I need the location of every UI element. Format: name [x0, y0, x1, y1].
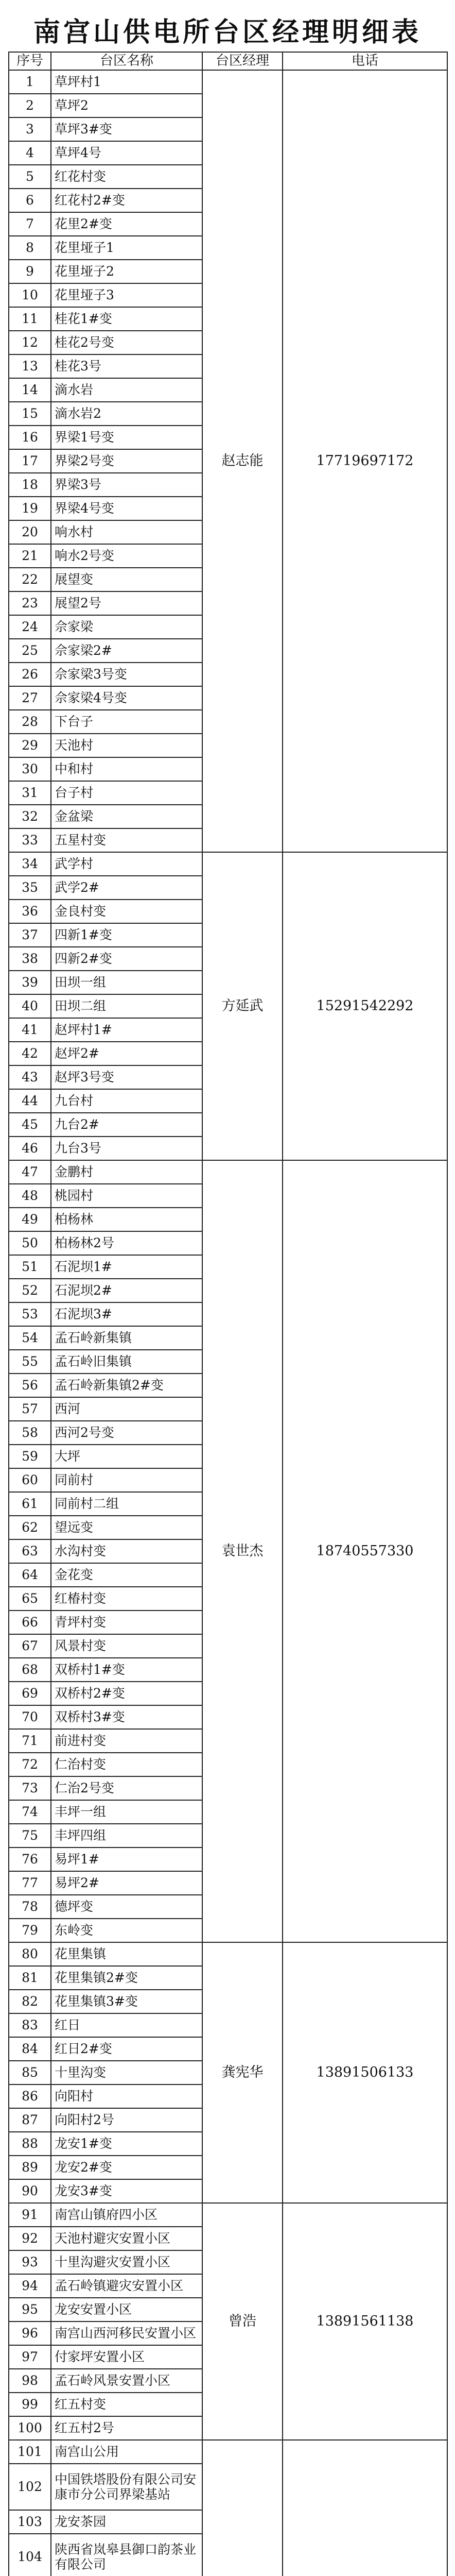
row-number: 91	[9, 2203, 51, 2227]
area-name: 滴水岩	[51, 378, 202, 402]
area-name: 红日2#变	[51, 2037, 202, 2061]
area-name: 孟石岭镇避灾安置小区	[51, 2274, 202, 2298]
area-name: 柏杨林2号	[51, 1231, 202, 1255]
area-manager: 龚宪华	[202, 1942, 283, 2203]
area-name: 桃园村	[51, 1184, 202, 1208]
area-manager: 袁世杰	[202, 1160, 283, 1942]
row-number: 10	[9, 283, 51, 307]
table-row	[9, 2203, 447, 2227]
area-name: 十里沟变	[51, 2061, 202, 2084]
area-name: 界梁1号变	[51, 426, 202, 449]
area-name: 陕西省岚皋县御口韵茶业有限公司	[51, 2534, 202, 2576]
area-name: 九台村	[51, 1089, 202, 1113]
table-body	[9, 70, 447, 2576]
row-number: 74	[9, 1800, 51, 1824]
row-number: 59	[9, 1445, 51, 1468]
manager-phone	[283, 2440, 447, 2576]
row-number: 49	[9, 1208, 51, 1231]
area-name: 孟石岭新集镇	[51, 1326, 202, 1350]
area-name: 草坪村1	[51, 70, 202, 94]
row-number: 30	[9, 757, 51, 781]
area-manager: 曾浩	[202, 2203, 283, 2440]
area-name: 花里集镇3#变	[51, 1990, 202, 2013]
header-phone: 电话	[283, 52, 447, 70]
row-number: 85	[9, 2061, 51, 2084]
row-number: 57	[9, 1397, 51, 1421]
area-manager: 方延武	[202, 852, 283, 1160]
area-name: 风景村变	[51, 1634, 202, 1658]
row-number: 95	[9, 2298, 51, 2321]
area-name: 武学2#	[51, 876, 202, 900]
area-name: 丰坪四组	[51, 1824, 202, 1848]
area-name: 丰坪一组	[51, 1800, 202, 1824]
area-name: 易坪1#	[51, 1848, 202, 1871]
area-name: 赵坪2#	[51, 1042, 202, 1065]
area-name: 十里沟避灾安置小区	[51, 2250, 202, 2274]
row-number: 104	[9, 2534, 51, 2576]
row-number: 45	[9, 1113, 51, 1137]
area-name: 红五村2号	[51, 2416, 202, 2440]
row-number: 11	[9, 307, 51, 331]
row-number: 17	[9, 449, 51, 473]
area-name: 南宫山镇府四小区	[51, 2203, 202, 2227]
table-row	[9, 852, 447, 876]
area-name: 东岭变	[51, 1919, 202, 1942]
row-number: 23	[9, 591, 51, 615]
row-number: 93	[9, 2250, 51, 2274]
area-name: 孟石岭新集镇2#变	[51, 1374, 202, 1397]
manager-phone: 18740557330	[283, 1160, 447, 1942]
area-name: 龙安茶园	[51, 2510, 202, 2534]
row-number: 71	[9, 1729, 51, 1753]
area-name: 界梁3号	[51, 473, 202, 497]
row-number: 87	[9, 2108, 51, 2132]
row-number: 16	[9, 426, 51, 449]
area-name: 草坪4号	[51, 141, 202, 165]
area-name: 红日	[51, 2013, 202, 2037]
row-number: 2	[9, 94, 51, 117]
row-number: 27	[9, 686, 51, 710]
row-number: 12	[9, 331, 51, 354]
header-no: 序号	[9, 52, 51, 70]
row-number: 36	[9, 900, 51, 923]
row-number: 4	[9, 141, 51, 165]
area-name: 佘家梁	[51, 615, 202, 639]
area-name: 西河2号变	[51, 1421, 202, 1445]
row-number: 42	[9, 1042, 51, 1065]
row-number: 78	[9, 1895, 51, 1919]
row-number: 15	[9, 402, 51, 426]
page-title: 南宫山供电所台区经理明细表	[33, 16, 422, 48]
area-name: 向阳村	[51, 2084, 202, 2108]
area-name: 金花变	[51, 1563, 202, 1587]
table-row	[9, 1160, 447, 1184]
row-number: 22	[9, 568, 51, 591]
area-name: 赵坪3号变	[51, 1065, 202, 1089]
area-name: 红五村变	[51, 2393, 202, 2416]
row-number: 33	[9, 828, 51, 852]
row-number: 56	[9, 1374, 51, 1397]
area-name: 花里垭子1	[51, 236, 202, 260]
row-number: 19	[9, 497, 51, 520]
row-number: 63	[9, 1539, 51, 1563]
row-number: 58	[9, 1421, 51, 1445]
area-manager: 赵志能	[202, 70, 283, 852]
area-name: 中国铁塔股份有限公司安康市分公司界梁基站	[51, 2464, 202, 2510]
row-number: 66	[9, 1611, 51, 1634]
row-number: 7	[9, 212, 51, 236]
row-number: 41	[9, 1018, 51, 1042]
area-manager	[202, 2440, 283, 2576]
area-name: 望远变	[51, 1516, 202, 1539]
row-number: 44	[9, 1089, 51, 1113]
row-number: 43	[9, 1065, 51, 1089]
row-number: 72	[9, 1753, 51, 1776]
area-name: 德坪变	[51, 1895, 202, 1919]
area-name: 金鹏村	[51, 1160, 202, 1184]
row-number: 53	[9, 1302, 51, 1326]
row-number: 97	[9, 2345, 51, 2369]
area-name: 台子村	[51, 781, 202, 805]
manager-phone: 17719697172	[283, 70, 447, 852]
row-number: 103	[9, 2510, 51, 2534]
header-row	[9, 52, 447, 70]
area-name: 五星村变	[51, 828, 202, 852]
row-number: 96	[9, 2321, 51, 2345]
area-name: 桂花1#变	[51, 307, 202, 331]
area-name: 桂花3号	[51, 354, 202, 378]
row-number: 47	[9, 1160, 51, 1184]
table-row	[9, 2440, 447, 2464]
row-number: 13	[9, 354, 51, 378]
row-number: 99	[9, 2393, 51, 2416]
area-name: 双桥村2#变	[51, 1682, 202, 1705]
row-number: 100	[9, 2416, 51, 2440]
area-name: 水沟村变	[51, 1539, 202, 1563]
row-number: 81	[9, 1966, 51, 1990]
row-number: 37	[9, 923, 51, 947]
area-name: 仁治村变	[51, 1753, 202, 1776]
area-name: 双桥村3#变	[51, 1705, 202, 1729]
row-number: 9	[9, 260, 51, 283]
area-name: 金盆梁	[51, 805, 202, 828]
row-number: 76	[9, 1848, 51, 1871]
row-number: 90	[9, 2179, 51, 2203]
row-number: 89	[9, 2156, 51, 2179]
row-number: 84	[9, 2037, 51, 2061]
header-manager: 台区经理	[202, 52, 283, 70]
manager-phone: 13891561138	[283, 2203, 447, 2440]
row-number: 62	[9, 1516, 51, 1539]
row-number: 8	[9, 236, 51, 260]
row-number: 5	[9, 165, 51, 189]
area-name: 大坪	[51, 1445, 202, 1468]
row-number: 40	[9, 994, 51, 1018]
area-name: 青坪村变	[51, 1611, 202, 1634]
area-name: 红花村变	[51, 165, 202, 189]
row-number: 98	[9, 2369, 51, 2393]
row-number: 48	[9, 1184, 51, 1208]
area-name: 南宫山西河移民安置小区	[51, 2321, 202, 2345]
row-number: 82	[9, 1990, 51, 2013]
row-number: 38	[9, 947, 51, 971]
row-number: 46	[9, 1137, 51, 1160]
row-number: 75	[9, 1824, 51, 1848]
row-number: 32	[9, 805, 51, 828]
row-number: 25	[9, 639, 51, 663]
area-name: 仁治2号变	[51, 1776, 202, 1800]
area-name: 花里垭子2	[51, 260, 202, 283]
row-number: 54	[9, 1326, 51, 1350]
area-name: 佘家梁3号变	[51, 663, 202, 686]
area-name: 西河	[51, 1397, 202, 1421]
area-name: 响水2号变	[51, 544, 202, 568]
row-number: 67	[9, 1634, 51, 1658]
row-number: 60	[9, 1468, 51, 1492]
area-name: 石泥坝1#	[51, 1255, 202, 1279]
area-name: 下台子	[51, 710, 202, 734]
row-number: 28	[9, 710, 51, 734]
area-name: 响水村	[51, 520, 202, 544]
row-number: 1	[9, 70, 51, 94]
area-name: 石泥坝3#	[51, 1302, 202, 1326]
area-name: 田坝二组	[51, 994, 202, 1018]
row-number: 68	[9, 1658, 51, 1682]
row-number: 6	[9, 189, 51, 212]
row-number: 29	[9, 734, 51, 757]
row-number: 14	[9, 378, 51, 402]
area-name: 南宫山公用	[51, 2440, 202, 2464]
area-name: 界梁4号变	[51, 497, 202, 520]
row-number: 77	[9, 1871, 51, 1895]
row-number: 79	[9, 1919, 51, 1942]
area-name: 孟石岭风景安置小区	[51, 2369, 202, 2393]
area-name: 双桥村1#变	[51, 1658, 202, 1682]
area-name: 展望2号	[51, 591, 202, 615]
area-name: 四新2#变	[51, 947, 202, 971]
area-name: 付家坪安置小区	[51, 2345, 202, 2369]
area-name: 孟石岭旧集镇	[51, 1350, 202, 1374]
area-name: 草坪3#变	[51, 117, 202, 141]
row-number: 55	[9, 1350, 51, 1374]
area-name: 易坪2#	[51, 1871, 202, 1895]
row-number: 24	[9, 615, 51, 639]
area-name: 前进村变	[51, 1729, 202, 1753]
row-number: 88	[9, 2132, 51, 2156]
area-name: 天池村避灾安置小区	[51, 2227, 202, 2250]
area-name: 柏杨林	[51, 1208, 202, 1231]
row-number: 73	[9, 1776, 51, 1800]
area-name: 田坝一组	[51, 971, 202, 994]
row-number: 20	[9, 520, 51, 544]
manager-phone: 15291542292	[283, 852, 447, 1160]
row-number: 70	[9, 1705, 51, 1729]
area-name: 草坪2	[51, 94, 202, 117]
row-number: 102	[9, 2464, 51, 2510]
area-name: 龙安安置小区	[51, 2298, 202, 2321]
area-name: 花里垭子3	[51, 283, 202, 307]
area-name: 石泥坝2#	[51, 1279, 202, 1302]
area-name: 同前村	[51, 1468, 202, 1492]
row-number: 35	[9, 876, 51, 900]
area-name: 龙安1#变	[51, 2132, 202, 2156]
area-name: 红花村2#变	[51, 189, 202, 212]
area-name: 龙安2#变	[51, 2156, 202, 2179]
table-row	[9, 70, 447, 94]
area-name: 佘家梁4号变	[51, 686, 202, 710]
area-name: 中和村	[51, 757, 202, 781]
manager-phone: 13891506133	[283, 1942, 447, 2203]
row-number: 83	[9, 2013, 51, 2037]
row-number: 52	[9, 1279, 51, 1302]
row-number: 92	[9, 2227, 51, 2250]
area-name: 九台3号	[51, 1137, 202, 1160]
area-name: 佘家梁2#	[51, 639, 202, 663]
area-name: 九台2#	[51, 1113, 202, 1137]
area-name: 四新1#变	[51, 923, 202, 947]
area-name: 展望变	[51, 568, 202, 591]
row-number: 21	[9, 544, 51, 568]
area-name: 赵坪村1#	[51, 1018, 202, 1042]
row-number: 51	[9, 1255, 51, 1279]
row-number: 3	[9, 117, 51, 141]
area-name: 金良村变	[51, 900, 202, 923]
row-number: 86	[9, 2084, 51, 2108]
area-name: 花里2#变	[51, 212, 202, 236]
area-name: 天池村	[51, 734, 202, 757]
area-name: 龙安3#变	[51, 2179, 202, 2203]
area-name: 花里集镇	[51, 1942, 202, 1966]
table-container	[8, 52, 447, 2576]
area-name: 界梁2号变	[51, 449, 202, 473]
area-name: 同前村二组	[51, 1492, 202, 1516]
table-row	[9, 1942, 447, 1966]
row-number: 18	[9, 473, 51, 497]
row-number: 26	[9, 663, 51, 686]
row-number: 50	[9, 1231, 51, 1255]
row-number: 94	[9, 2274, 51, 2298]
row-number: 61	[9, 1492, 51, 1516]
row-number: 69	[9, 1682, 51, 1705]
header-name: 台区名称	[51, 52, 202, 70]
row-number: 39	[9, 971, 51, 994]
row-number: 31	[9, 781, 51, 805]
area-name: 红椿村变	[51, 1587, 202, 1611]
row-number: 34	[9, 852, 51, 876]
row-number: 64	[9, 1563, 51, 1587]
manager-table	[8, 52, 448, 2576]
area-name: 滴水岩2	[51, 402, 202, 426]
area-name: 花里集镇2#变	[51, 1966, 202, 1990]
row-number: 80	[9, 1942, 51, 1966]
row-number: 65	[9, 1587, 51, 1611]
area-name: 武学村	[51, 852, 202, 876]
row-number: 101	[9, 2440, 51, 2464]
area-name: 桂花2号变	[51, 331, 202, 354]
area-name: 向阳村2号	[51, 2108, 202, 2132]
